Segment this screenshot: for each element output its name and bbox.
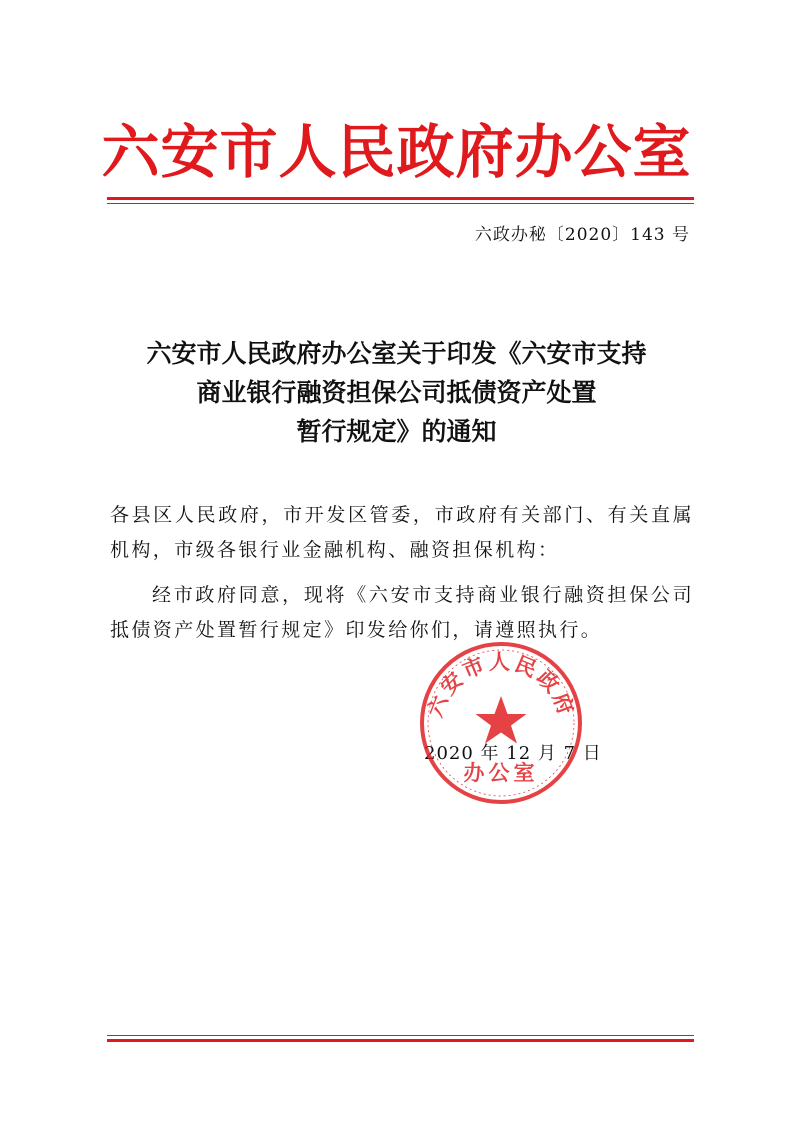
addressee-list: 各县区人民政府，市开发区管委，市政府有关部门、有关直属机构，市级各银行业金融机构、融资担保机构： [110, 504, 694, 561]
official-seal-icon [418, 640, 584, 806]
document-title-line-2: 商业银行融资担保公司抵债资产处置 [196, 378, 597, 407]
svg-text:办公室: 办公室 [463, 760, 539, 785]
letterhead-divider-thick [107, 197, 694, 200]
document-title-line-3: 暂行规定》的通知 [296, 417, 497, 446]
letterhead-divider-thin [107, 203, 694, 204]
footer-divider-thin [107, 1035, 694, 1036]
footer-divider-thick [107, 1039, 694, 1042]
document-title-line-1: 六安市人民政府办公室关于印发《六安市支持 [146, 339, 647, 368]
letterhead-title: 六安市人民政府办公室 [101, 118, 692, 186]
issue-date: 2020 年 12 月 7 日 [424, 743, 602, 764]
document-title [103, 334, 690, 451]
body-paragraph: 经市政府同意，现将《六安市支持商业银行融资担保公司抵债资产处置暂行规定》印发给你们，请遵照执行。 [110, 584, 694, 641]
svg-text:六安市人民政府: 六安市人民政府 [422, 649, 580, 721]
document-number: 六政办秘〔2020〕143 号 [474, 225, 690, 245]
